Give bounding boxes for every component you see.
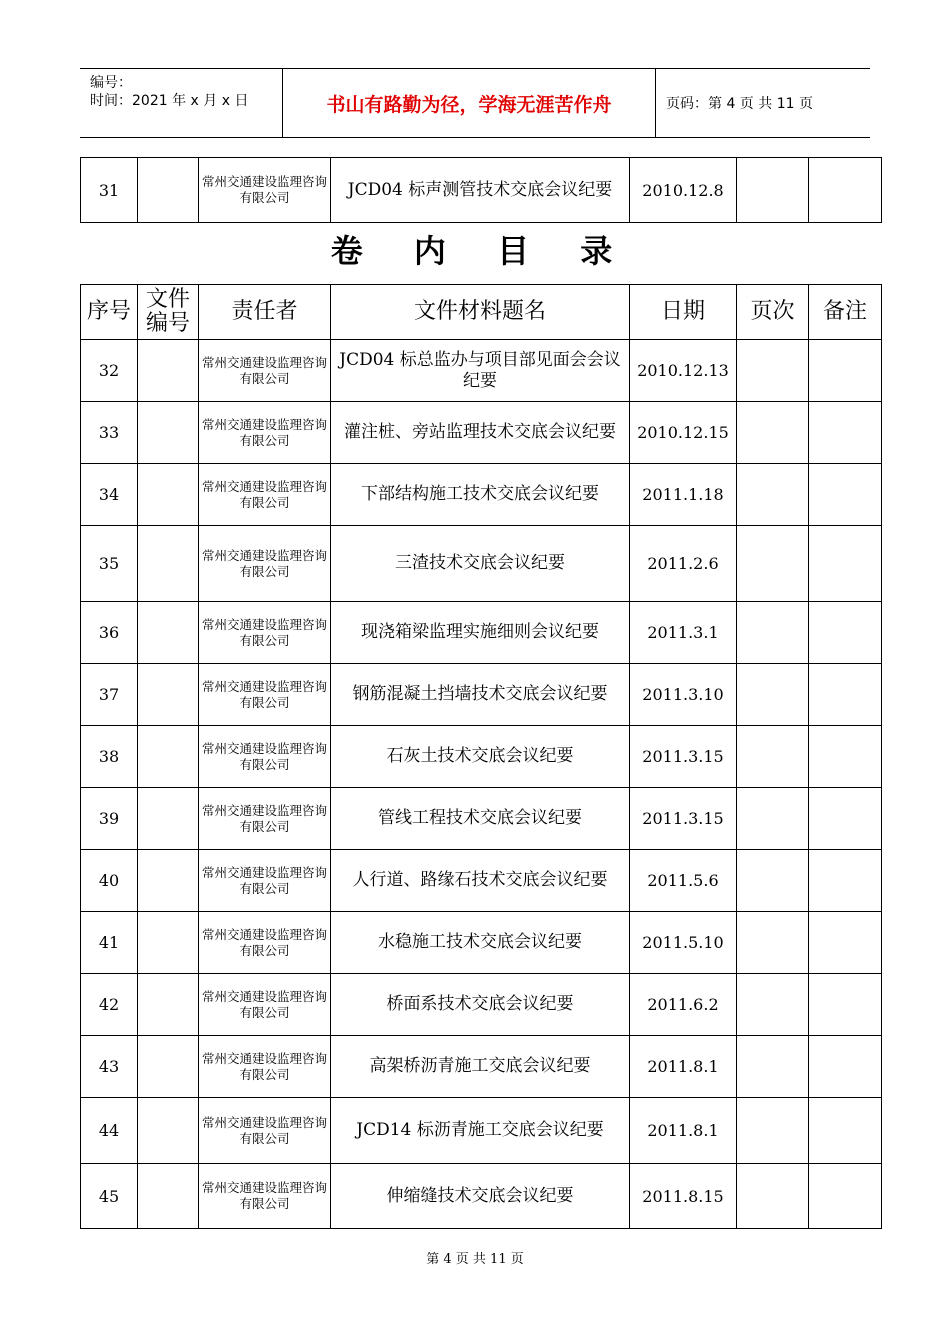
row-file-no [138,464,199,526]
section-title: 卷 内 目 录 [330,232,633,270]
table-row [81,1098,882,1164]
row-title: 现浇箱梁监理实施细则会议纪要 [331,602,630,664]
table-body [81,340,882,1229]
row-no: 43 [81,1036,138,1098]
row-no: 37 [81,664,138,726]
row-no: 42 [81,974,138,1036]
col-header-responsible: 责任者 [199,285,331,340]
row-file-no [138,912,199,974]
row-no: 44 [81,1098,138,1164]
row-remarks [809,1164,882,1229]
row-remarks [809,664,882,726]
page-header [80,68,870,138]
row-responsible: 常州交通建设监理咨询有限公司 [199,526,331,602]
table-row [81,602,882,664]
row-remarks [809,912,882,974]
row-responsible: 常州交通建设监理咨询有限公司 [199,726,331,788]
row-remarks [809,974,882,1036]
row-date: 2011.3.1 [630,602,737,664]
table-row [81,912,882,974]
row-title: 三渣技术交底会议纪要 [331,526,630,602]
row-title: 水稳施工技术交底会议纪要 [331,912,630,974]
row-date: 2011.3.15 [630,726,737,788]
row-responsible: 常州交通建设监理咨询有限公司 [199,664,331,726]
table-row [81,1036,882,1098]
row-no: 45 [81,1164,138,1229]
col-header-remarks: 备注 [809,285,882,340]
col-header-file-no: 文件编号 [138,285,199,340]
row-pages [737,1036,809,1098]
row-pages [737,788,809,850]
table-row [81,402,882,464]
row-remarks [809,850,882,912]
row-remarks [809,726,882,788]
table-row [81,526,882,602]
row-title: 灌注桩、旁站监理技术交底会议纪要 [331,402,630,464]
table-row [81,664,882,726]
row-remarks [809,464,882,526]
row-remarks [809,340,882,402]
row-responsible: 常州交通建设监理咨询有限公司 [199,1164,331,1229]
row-no: 34 [81,464,138,526]
row-responsible: 常州交通建设监理咨询有限公司 [199,912,331,974]
row-responsible: 常州交通建设监理咨询有限公司 [199,974,331,1036]
row-title: 钢筋混凝土挡墙技术交底会议纪要 [331,664,630,726]
row-date: 2010.12.13 [630,340,737,402]
col-header-no: 序号 [81,285,138,340]
row-file-no [138,158,199,223]
row-no: 41 [81,912,138,974]
row-pages [737,464,809,526]
row-date: 2011.6.2 [630,974,737,1036]
time-label: 时间：2021 年 x 月 x 日 [90,93,249,109]
table-row [81,850,882,912]
row-date: 2011.5.6 [630,850,737,912]
col-header-date: 日期 [630,285,737,340]
row-date: 2011.5.10 [630,912,737,974]
header-meta [80,69,283,137]
row-pages [737,850,809,912]
row-responsible: 常州交通建设监理咨询有限公司 [199,850,331,912]
row-date: 2010.12.8 [630,158,737,223]
header-page-info: 页码：第 4 页 共 11 页 [666,96,813,112]
row-pages [737,158,809,223]
row-date: 2011.8.1 [630,1036,737,1098]
continued-row-table [80,157,882,223]
row-responsible: 常州交通建设监理咨询有限公司 [199,788,331,850]
row-file-no [138,1164,199,1229]
row-title: 桥面系技术交底会议纪要 [331,974,630,1036]
row-no: 36 [81,602,138,664]
row-title: 人行道、路缘石技术交底会议纪要 [331,850,630,912]
col-header-pages: 页次 [737,285,809,340]
row-title: 高架桥沥青施工交底会议纪要 [331,1036,630,1098]
row-pages [737,402,809,464]
row-file-no [138,974,199,1036]
row-responsible: 常州交通建设监理咨询有限公司 [199,340,331,402]
row-pages [737,912,809,974]
row-remarks [809,402,882,464]
row-no: 38 [81,726,138,788]
table-row [81,340,882,402]
table-row [81,788,882,850]
row-title: JCD04 标声测管技术交底会议纪要 [331,158,630,223]
table-row [81,158,882,223]
row-no: 35 [81,526,138,602]
row-date: 2011.2.6 [630,526,737,602]
row-date: 2011.8.15 [630,1164,737,1229]
row-remarks [809,788,882,850]
row-remarks [809,1036,882,1098]
row-responsible: 常州交通建设监理咨询有限公司 [199,1036,331,1098]
row-file-no [138,1098,199,1164]
row-no: 31 [81,158,138,223]
code-label: 编号： [90,75,132,91]
row-title: 管线工程技术交底会议纪要 [331,788,630,850]
row-title: 伸缩缝技术交底会议纪要 [331,1164,630,1229]
row-file-no [138,850,199,912]
row-file-no [138,402,199,464]
table-row [81,464,882,526]
row-pages [737,340,809,402]
row-remarks [809,602,882,664]
row-file-no [138,664,199,726]
row-remarks [809,158,882,223]
col-header-title: 文件材料题名 [331,285,630,340]
row-file-no [138,526,199,602]
row-date: 2010.12.15 [630,402,737,464]
row-pages [737,526,809,602]
row-no: 40 [81,850,138,912]
row-no: 39 [81,788,138,850]
row-file-no [138,340,199,402]
catalog-table [80,284,882,1229]
row-responsible: 常州交通建设监理咨询有限公司 [199,1098,331,1164]
row-pages [737,664,809,726]
row-responsible: 常州交通建设监理咨询有限公司 [199,402,331,464]
table-header-row [81,285,882,340]
row-title: JCD14 标沥青施工交底会议纪要 [331,1098,630,1164]
row-responsible: 常州交通建设监理咨询有限公司 [199,158,331,223]
row-file-no [138,788,199,850]
row-remarks [809,526,882,602]
row-file-no [138,1036,199,1098]
row-no: 32 [81,340,138,402]
row-no: 33 [81,402,138,464]
row-pages [737,1098,809,1164]
row-title: 下部结构施工技术交底会议纪要 [331,464,630,526]
table-row [81,974,882,1036]
row-remarks [809,1098,882,1164]
row-responsible: 常州交通建设监理咨询有限公司 [199,464,331,526]
row-pages [737,974,809,1036]
row-pages [737,1164,809,1229]
page-footer: 第 4 页 共 11 页 [426,1252,524,1267]
row-title: JCD04 标总监办与项目部见面会会议纪要 [331,340,630,402]
row-title: 石灰土技术交底会议纪要 [331,726,630,788]
row-responsible: 常州交通建设监理咨询有限公司 [199,602,331,664]
header-motto: 书山有路勤为径，学海无涯苦作舟 [283,69,656,137]
table-row [81,1164,882,1229]
row-date: 2011.3.15 [630,788,737,850]
row-pages [737,602,809,664]
row-date: 2011.3.10 [630,664,737,726]
row-date: 2011.8.1 [630,1098,737,1164]
row-file-no [138,602,199,664]
table-row [81,726,882,788]
row-pages [737,726,809,788]
row-file-no [138,726,199,788]
row-date: 2011.1.18 [630,464,737,526]
